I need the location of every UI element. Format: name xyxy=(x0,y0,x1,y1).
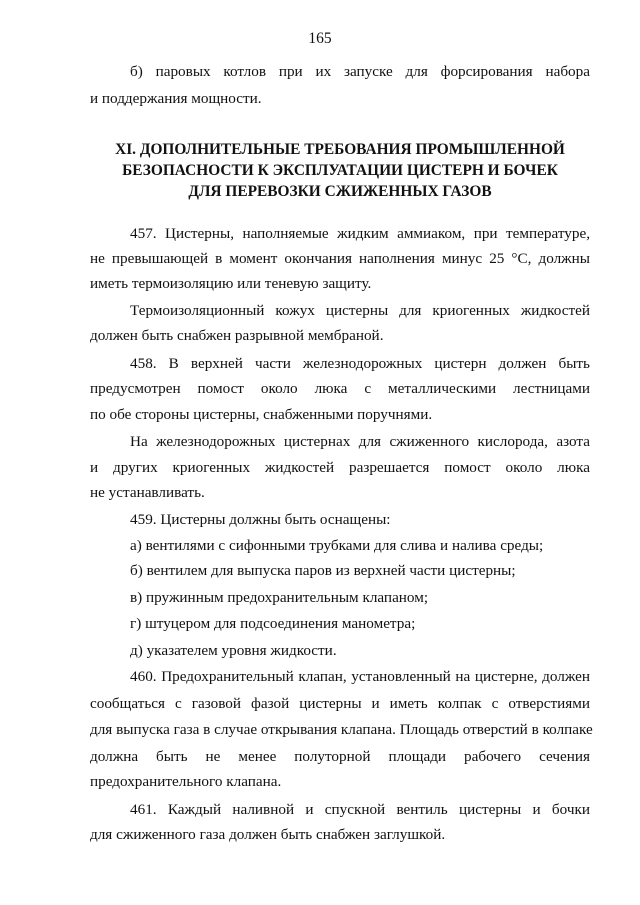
page-number: 165 xyxy=(308,30,332,47)
text-line-p458b-2: и других криогенных жидкостей разрешается помост около люка xyxy=(90,459,590,476)
text-line-intro-1: б) паровых котлов при их запуске для форсирования набора xyxy=(130,63,590,80)
text-line-p460-4: должна быть не менее полуторной площади рабочего сечения xyxy=(90,748,590,765)
text-line-p458-2: предусмотрен помост около люка с металлическими лестницами xyxy=(90,380,590,397)
text-line-p458-3: по обе стороны цистерны, снабженными поручнями. xyxy=(90,406,433,423)
text-line-p461-2: для сжиженного газа должен быть снабжен заглушкой. xyxy=(90,826,446,843)
text-line-p461-1: 461. Каждый наливной и спускной вентиль цистерны и бочки xyxy=(130,801,590,818)
text-line-p457-1: 457. Цистерны, наполняемые жидким аммиаком, при температуре, xyxy=(130,225,590,242)
text-line-heading-1: XI. ДОПОЛНИТЕЛЬНЫЕ ТРЕБОВАНИЯ ПРОМЫШЛЕННОЙ xyxy=(115,141,565,158)
text-line-p459-a: а) вентилями с сифонными трубками для слива и налива среды; xyxy=(130,537,544,554)
text-line-p459-1: 459. Цистерны должны быть оснащены: xyxy=(130,511,391,528)
text-line-intro-2: и поддержания мощности. xyxy=(90,90,262,107)
text-line-p460-1: 460. Предохранительный клапан, установленный на цистерне, должен xyxy=(130,668,590,685)
text-line-p460-2: сообщаться с газовой фазой цистерны и иметь колпак с отверстиями xyxy=(90,695,590,712)
text-line-p459-b: б) вентилем для выпуска паров из верхней части цистерны; xyxy=(130,562,516,579)
text-line-p459-c: в) пружинным предохранительным клапаном; xyxy=(130,589,429,606)
text-line-p458b-1: На железнодорожных цистернах для сжиженного кислорода, азота xyxy=(130,433,590,450)
text-line-p460-5: предохранительного клапана. xyxy=(90,773,282,790)
text-line-p458b-3: не устанавливать. xyxy=(90,484,205,501)
text-line-p457b-2: должен быть снабжен разрывной мембраной. xyxy=(90,327,384,344)
text-line-p459-e: д) указателем уровня жидкости. xyxy=(130,642,337,659)
text-line-p459-d: г) штуцером для подсоединения манометра; xyxy=(130,615,416,632)
text-line-heading-2: БЕЗОПАСНОСТИ К ЭКСПЛУАТАЦИИ ЦИСТЕРН И БОЧЕК xyxy=(122,162,558,179)
text-line-p460-3: для выпуска газа в случае открывания клапана. Площадь отверстий в колпаке xyxy=(90,721,593,738)
text-line-heading-3: ДЛЯ ПЕРЕВОЗКИ СЖИЖЕННЫХ ГАЗОВ xyxy=(188,183,492,200)
text-line-p457-2: не превышающей в момент окончания наполнения минус 25 °С, должны xyxy=(90,250,590,267)
text-line-p458-1: 458. В верхней части железнодорожных цистерн должен быть xyxy=(130,355,590,372)
text-line-p457b-1: Термоизоляционный кожух цистерны для криогенных жидкостей xyxy=(130,302,590,319)
text-line-p457-3: иметь термоизоляцию или теневую защиту. xyxy=(90,275,372,292)
